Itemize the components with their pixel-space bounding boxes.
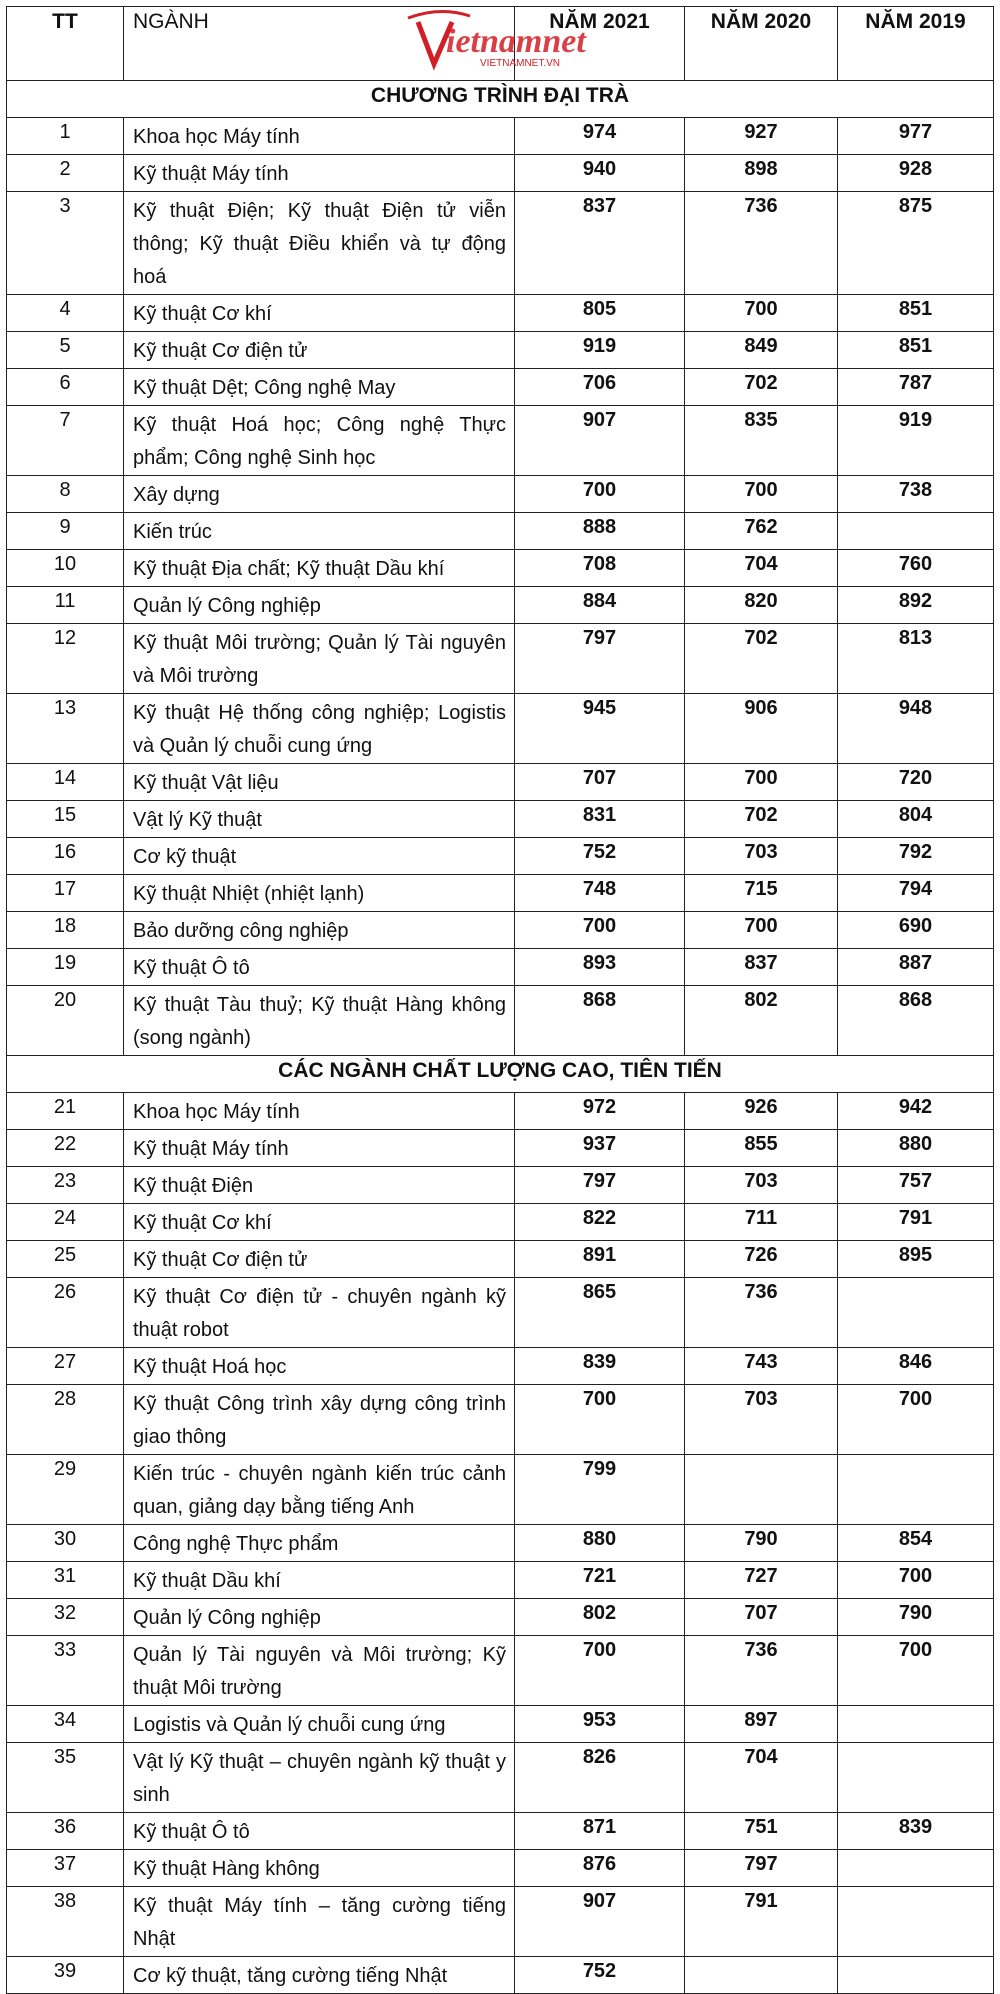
table-row [7, 1525, 994, 1562]
score-2020: 736 [685, 192, 838, 295]
score-2021: 907 [515, 406, 685, 476]
row-number: 10 [7, 550, 124, 587]
table-row [7, 1204, 994, 1241]
major-name: Kỹ thuật Ô tô [124, 1813, 515, 1850]
score-2019: 787 [838, 369, 994, 406]
score-2020: 727 [685, 1562, 838, 1599]
score-2020: 906 [685, 694, 838, 764]
score-2019: 875 [838, 192, 994, 295]
score-2021: 797 [515, 624, 685, 694]
header-tt: TT [7, 7, 124, 81]
score-2020: 702 [685, 369, 838, 406]
score-2021: 871 [515, 1813, 685, 1850]
section-row [7, 81, 994, 118]
score-2020: 797 [685, 1850, 838, 1887]
score-2019: 738 [838, 476, 994, 513]
score-2020: 700 [685, 295, 838, 332]
major-name: Công nghệ Thực phẩm [124, 1525, 515, 1562]
row-number: 15 [7, 801, 124, 838]
svg-text:VIETNAMNET.VN: VIETNAMNET.VN [480, 58, 561, 69]
major-name: Kỹ thuật Dầu khí [124, 1562, 515, 1599]
major-name: Cơ kỹ thuật, tăng cường tiếng Nhật [124, 1957, 515, 1994]
row-number: 37 [7, 1850, 124, 1887]
table-row [7, 1850, 994, 1887]
score-2019: 977 [838, 118, 994, 155]
score-2019: 887 [838, 949, 994, 986]
header-year-2020: NĂM 2020 [685, 7, 838, 81]
row-number: 25 [7, 1241, 124, 1278]
score-2021: 884 [515, 587, 685, 624]
row-number: 4 [7, 295, 124, 332]
section-row [7, 1056, 994, 1093]
score-table [6, 6, 994, 1994]
row-number: 2 [7, 155, 124, 192]
score-2021: 721 [515, 1562, 685, 1599]
score-2021: 708 [515, 550, 685, 587]
score-2021: 700 [515, 1385, 685, 1455]
score-2019 [838, 513, 994, 550]
score-2021: 700 [515, 912, 685, 949]
row-number: 9 [7, 513, 124, 550]
row-number: 12 [7, 624, 124, 694]
row-number: 3 [7, 192, 124, 295]
major-name: Kỹ thuật Địa chất; Kỹ thuật Dầu khí [124, 550, 515, 587]
table-row [7, 1562, 994, 1599]
score-2021: 919 [515, 332, 685, 369]
score-2020 [685, 1957, 838, 1994]
table-row [7, 1278, 994, 1348]
score-2021: 865 [515, 1278, 685, 1348]
major-name: Kiến trúc - chuyên ngành kiến trúc cảnh quan, giảng dạy bằng tiếng Anh [124, 1455, 515, 1525]
score-2019: 928 [838, 155, 994, 192]
table-row [7, 1130, 994, 1167]
score-2019: 700 [838, 1636, 994, 1706]
major-name: Quản lý Công nghiệp [124, 1599, 515, 1636]
row-number: 29 [7, 1455, 124, 1525]
score-2021: 748 [515, 875, 685, 912]
row-number: 7 [7, 406, 124, 476]
score-2020 [685, 1455, 838, 1525]
major-name: Kỹ thuật Cơ khí [124, 1204, 515, 1241]
score-2019: 880 [838, 1130, 994, 1167]
score-2021: 893 [515, 949, 685, 986]
score-2020: 700 [685, 764, 838, 801]
table-row [7, 1241, 994, 1278]
header-nganh: NGÀNH [124, 7, 515, 81]
score-2019: 760 [838, 550, 994, 587]
row-number: 38 [7, 1887, 124, 1957]
score-2019: 700 [838, 1385, 994, 1455]
table-row [7, 332, 994, 369]
score-2020: 835 [685, 406, 838, 476]
score-2021: 707 [515, 764, 685, 801]
major-name: Kỹ thuật Cơ điện tử - chuyên ngành kỹ thuật robot [124, 1278, 515, 1348]
score-2020: 715 [685, 875, 838, 912]
row-number: 5 [7, 332, 124, 369]
score-2020: 707 [685, 1599, 838, 1636]
major-name: Kỹ thuật Cơ khí [124, 295, 515, 332]
table-row [7, 801, 994, 838]
table-row [7, 406, 994, 476]
table-row [7, 587, 994, 624]
major-name: Kỹ thuật Hệ thống công nghiệp; Logistis và Quản lý chuỗi cung ứng [124, 694, 515, 764]
svg-text:ietnamnet: ietnamnet [446, 23, 586, 60]
score-2020: 849 [685, 332, 838, 369]
table-row [7, 875, 994, 912]
row-number: 32 [7, 1599, 124, 1636]
score-2020: 926 [685, 1093, 838, 1130]
score-2019: 868 [838, 986, 994, 1056]
table-row [7, 1167, 994, 1204]
row-number: 35 [7, 1743, 124, 1813]
score-2019: 792 [838, 838, 994, 875]
row-number: 6 [7, 369, 124, 406]
score-2019: 700 [838, 1562, 994, 1599]
major-name: Kỹ thuật Hoá học; Công nghệ Thực phẩm; Công nghệ Sinh học [124, 406, 515, 476]
row-number: 26 [7, 1278, 124, 1348]
table-row [7, 118, 994, 155]
table-row [7, 1813, 994, 1850]
major-name: Kỹ thuật Hoá học [124, 1348, 515, 1385]
major-name: Kỹ thuật Cơ điện tử [124, 332, 515, 369]
major-name: Quản lý Công nghiệp [124, 587, 515, 624]
score-2021: 891 [515, 1241, 685, 1278]
table-row [7, 1093, 994, 1130]
major-name: Kỹ thuật Dệt; Công nghệ May [124, 369, 515, 406]
major-name: Kỹ thuật Nhiệt (nhiệt lạnh) [124, 875, 515, 912]
major-name: Khoa học Máy tính [124, 118, 515, 155]
score-2021: 706 [515, 369, 685, 406]
row-number: 39 [7, 1957, 124, 1994]
row-number: 31 [7, 1562, 124, 1599]
score-2020: 736 [685, 1636, 838, 1706]
score-2019 [838, 1743, 994, 1813]
score-2019: 690 [838, 912, 994, 949]
table-row [7, 1599, 994, 1636]
score-2021: 937 [515, 1130, 685, 1167]
table-row [7, 1348, 994, 1385]
score-2019 [838, 1850, 994, 1887]
table-row [7, 1455, 994, 1525]
score-2019: 813 [838, 624, 994, 694]
score-2020: 927 [685, 118, 838, 155]
score-2021: 797 [515, 1167, 685, 1204]
table-row [7, 369, 994, 406]
score-2021: 752 [515, 1957, 685, 1994]
score-2021: 953 [515, 1706, 685, 1743]
row-number: 14 [7, 764, 124, 801]
major-name: Kỹ thuật Ô tô [124, 949, 515, 986]
score-2019: 948 [838, 694, 994, 764]
vietnamnet-logo [400, 8, 586, 80]
section-title: CHƯƠNG TRÌNH ĐẠI TRÀ [7, 81, 994, 118]
major-name: Kỹ thuật Hàng không [124, 1850, 515, 1887]
score-2020: 702 [685, 624, 838, 694]
score-2021: 868 [515, 986, 685, 1056]
score-2019: 851 [838, 295, 994, 332]
row-number: 17 [7, 875, 124, 912]
score-2019: 790 [838, 1599, 994, 1636]
table-row [7, 1706, 994, 1743]
score-2021: 837 [515, 192, 685, 295]
major-name: Kỹ thuật Vật liệu [124, 764, 515, 801]
score-2021: 822 [515, 1204, 685, 1241]
score-2019: 757 [838, 1167, 994, 1204]
score-2021: 972 [515, 1093, 685, 1130]
score-2021: 839 [515, 1348, 685, 1385]
score-2020: 791 [685, 1887, 838, 1957]
table-row [7, 624, 994, 694]
score-2021: 974 [515, 118, 685, 155]
score-2019 [838, 1957, 994, 1994]
row-number: 27 [7, 1348, 124, 1385]
score-2020: 704 [685, 550, 838, 587]
score-2019: 892 [838, 587, 994, 624]
score-2019 [838, 1706, 994, 1743]
major-name: Kiến trúc [124, 513, 515, 550]
score-2019: 919 [838, 406, 994, 476]
table-row [7, 1385, 994, 1455]
score-2021: 799 [515, 1455, 685, 1525]
major-name: Kỹ thuật Công trình xây dựng công trình giao thông [124, 1385, 515, 1455]
row-number: 18 [7, 912, 124, 949]
score-2021: 945 [515, 694, 685, 764]
score-2019 [838, 1887, 994, 1957]
major-name: Kỹ thuật Máy tính – tăng cường tiếng Nhật [124, 1887, 515, 1957]
score-2019: 804 [838, 801, 994, 838]
header-year-2019: NĂM 2019 [838, 7, 994, 81]
score-2020: 702 [685, 801, 838, 838]
row-number: 19 [7, 949, 124, 986]
major-name: Quản lý Tài nguyên và Môi trường; Kỹ thuật Môi trường [124, 1636, 515, 1706]
score-2019: 794 [838, 875, 994, 912]
score-2021: 876 [515, 1850, 685, 1887]
score-2021: 700 [515, 1636, 685, 1706]
major-name: Xây dựng [124, 476, 515, 513]
row-number: 8 [7, 476, 124, 513]
table-row [7, 513, 994, 550]
score-2021: 805 [515, 295, 685, 332]
row-number: 36 [7, 1813, 124, 1850]
table-row [7, 694, 994, 764]
table-row [7, 550, 994, 587]
row-number: 21 [7, 1093, 124, 1130]
score-2020: 762 [685, 513, 838, 550]
table-body [7, 81, 994, 1994]
score-2021: 802 [515, 1599, 685, 1636]
major-name: Kỹ thuật Cơ điện tử [124, 1241, 515, 1278]
score-2021: 831 [515, 801, 685, 838]
table-row [7, 1636, 994, 1706]
row-number: 33 [7, 1636, 124, 1706]
score-2019: 839 [838, 1813, 994, 1850]
row-number: 23 [7, 1167, 124, 1204]
row-number: 11 [7, 587, 124, 624]
table-row [7, 1887, 994, 1957]
score-2021: 888 [515, 513, 685, 550]
score-2020: 700 [685, 476, 838, 513]
score-2020: 700 [685, 912, 838, 949]
table-row [7, 1743, 994, 1813]
table-row [7, 949, 994, 986]
score-2021: 880 [515, 1525, 685, 1562]
score-2020: 751 [685, 1813, 838, 1850]
major-name: Logistis và Quản lý chuỗi cung ứng [124, 1706, 515, 1743]
major-name: Kỹ thuật Môi trường; Quản lý Tài nguyên và Môi trường [124, 624, 515, 694]
score-2020: 855 [685, 1130, 838, 1167]
major-name: Cơ kỹ thuật [124, 838, 515, 875]
row-number: 24 [7, 1204, 124, 1241]
table-row [7, 912, 994, 949]
score-2021: 940 [515, 155, 685, 192]
section-title: CÁC NGÀNH CHẤT LƯỢNG CAO, TIÊN TIẾN [7, 1056, 994, 1093]
major-name: Khoa học Máy tính [124, 1093, 515, 1130]
score-2019: 942 [838, 1093, 994, 1130]
row-number: 34 [7, 1706, 124, 1743]
score-2020: 726 [685, 1241, 838, 1278]
table-row [7, 1957, 994, 1994]
score-2020: 703 [685, 1167, 838, 1204]
score-2020: 898 [685, 155, 838, 192]
table-row [7, 295, 994, 332]
major-name: Kỹ thuật Máy tính [124, 1130, 515, 1167]
score-2019: 851 [838, 332, 994, 369]
row-number: 20 [7, 986, 124, 1056]
major-name: Kỹ thuật Máy tính [124, 155, 515, 192]
score-2020: 802 [685, 986, 838, 1056]
score-2020: 743 [685, 1348, 838, 1385]
score-2019: 895 [838, 1241, 994, 1278]
score-2019: 791 [838, 1204, 994, 1241]
score-2021: 700 [515, 476, 685, 513]
score-2019 [838, 1278, 994, 1348]
table-row [7, 155, 994, 192]
major-name: Vật lý Kỹ thuật [124, 801, 515, 838]
score-2020: 704 [685, 1743, 838, 1813]
score-2020: 820 [685, 587, 838, 624]
row-number: 28 [7, 1385, 124, 1455]
table-row [7, 476, 994, 513]
score-2020: 703 [685, 1385, 838, 1455]
score-2020: 736 [685, 1278, 838, 1348]
row-number: 22 [7, 1130, 124, 1167]
score-2019: 846 [838, 1348, 994, 1385]
table-row [7, 838, 994, 875]
score-2019: 720 [838, 764, 994, 801]
table-row [7, 764, 994, 801]
major-name: Kỹ thuật Điện [124, 1167, 515, 1204]
row-number: 1 [7, 118, 124, 155]
score-2021: 752 [515, 838, 685, 875]
score-2020: 790 [685, 1525, 838, 1562]
score-2021: 907 [515, 1887, 685, 1957]
score-2020: 837 [685, 949, 838, 986]
row-number: 16 [7, 838, 124, 875]
score-2020: 703 [685, 838, 838, 875]
table-row [7, 192, 994, 295]
major-name: Kỹ thuật Tàu thuỷ; Kỹ thuật Hàng không (song ngành) [124, 986, 515, 1056]
row-number: 13 [7, 694, 124, 764]
score-2020: 711 [685, 1204, 838, 1241]
header-year-2021: NĂM 2021 [515, 7, 685, 81]
table-row [7, 986, 994, 1056]
score-2019 [838, 1455, 994, 1525]
score-2019: 854 [838, 1525, 994, 1562]
row-number: 30 [7, 1525, 124, 1562]
score-2021: 826 [515, 1743, 685, 1813]
major-name: Bảo dưỡng công nghiệp [124, 912, 515, 949]
major-name: Kỹ thuật Điện; Kỹ thuật Điện tử viễn thông; Kỹ thuật Điều khiển và tự động hoá [124, 192, 515, 295]
major-name: Vật lý Kỹ thuật – chuyên ngành kỹ thuật y sinh [124, 1743, 515, 1813]
score-2020: 897 [685, 1706, 838, 1743]
